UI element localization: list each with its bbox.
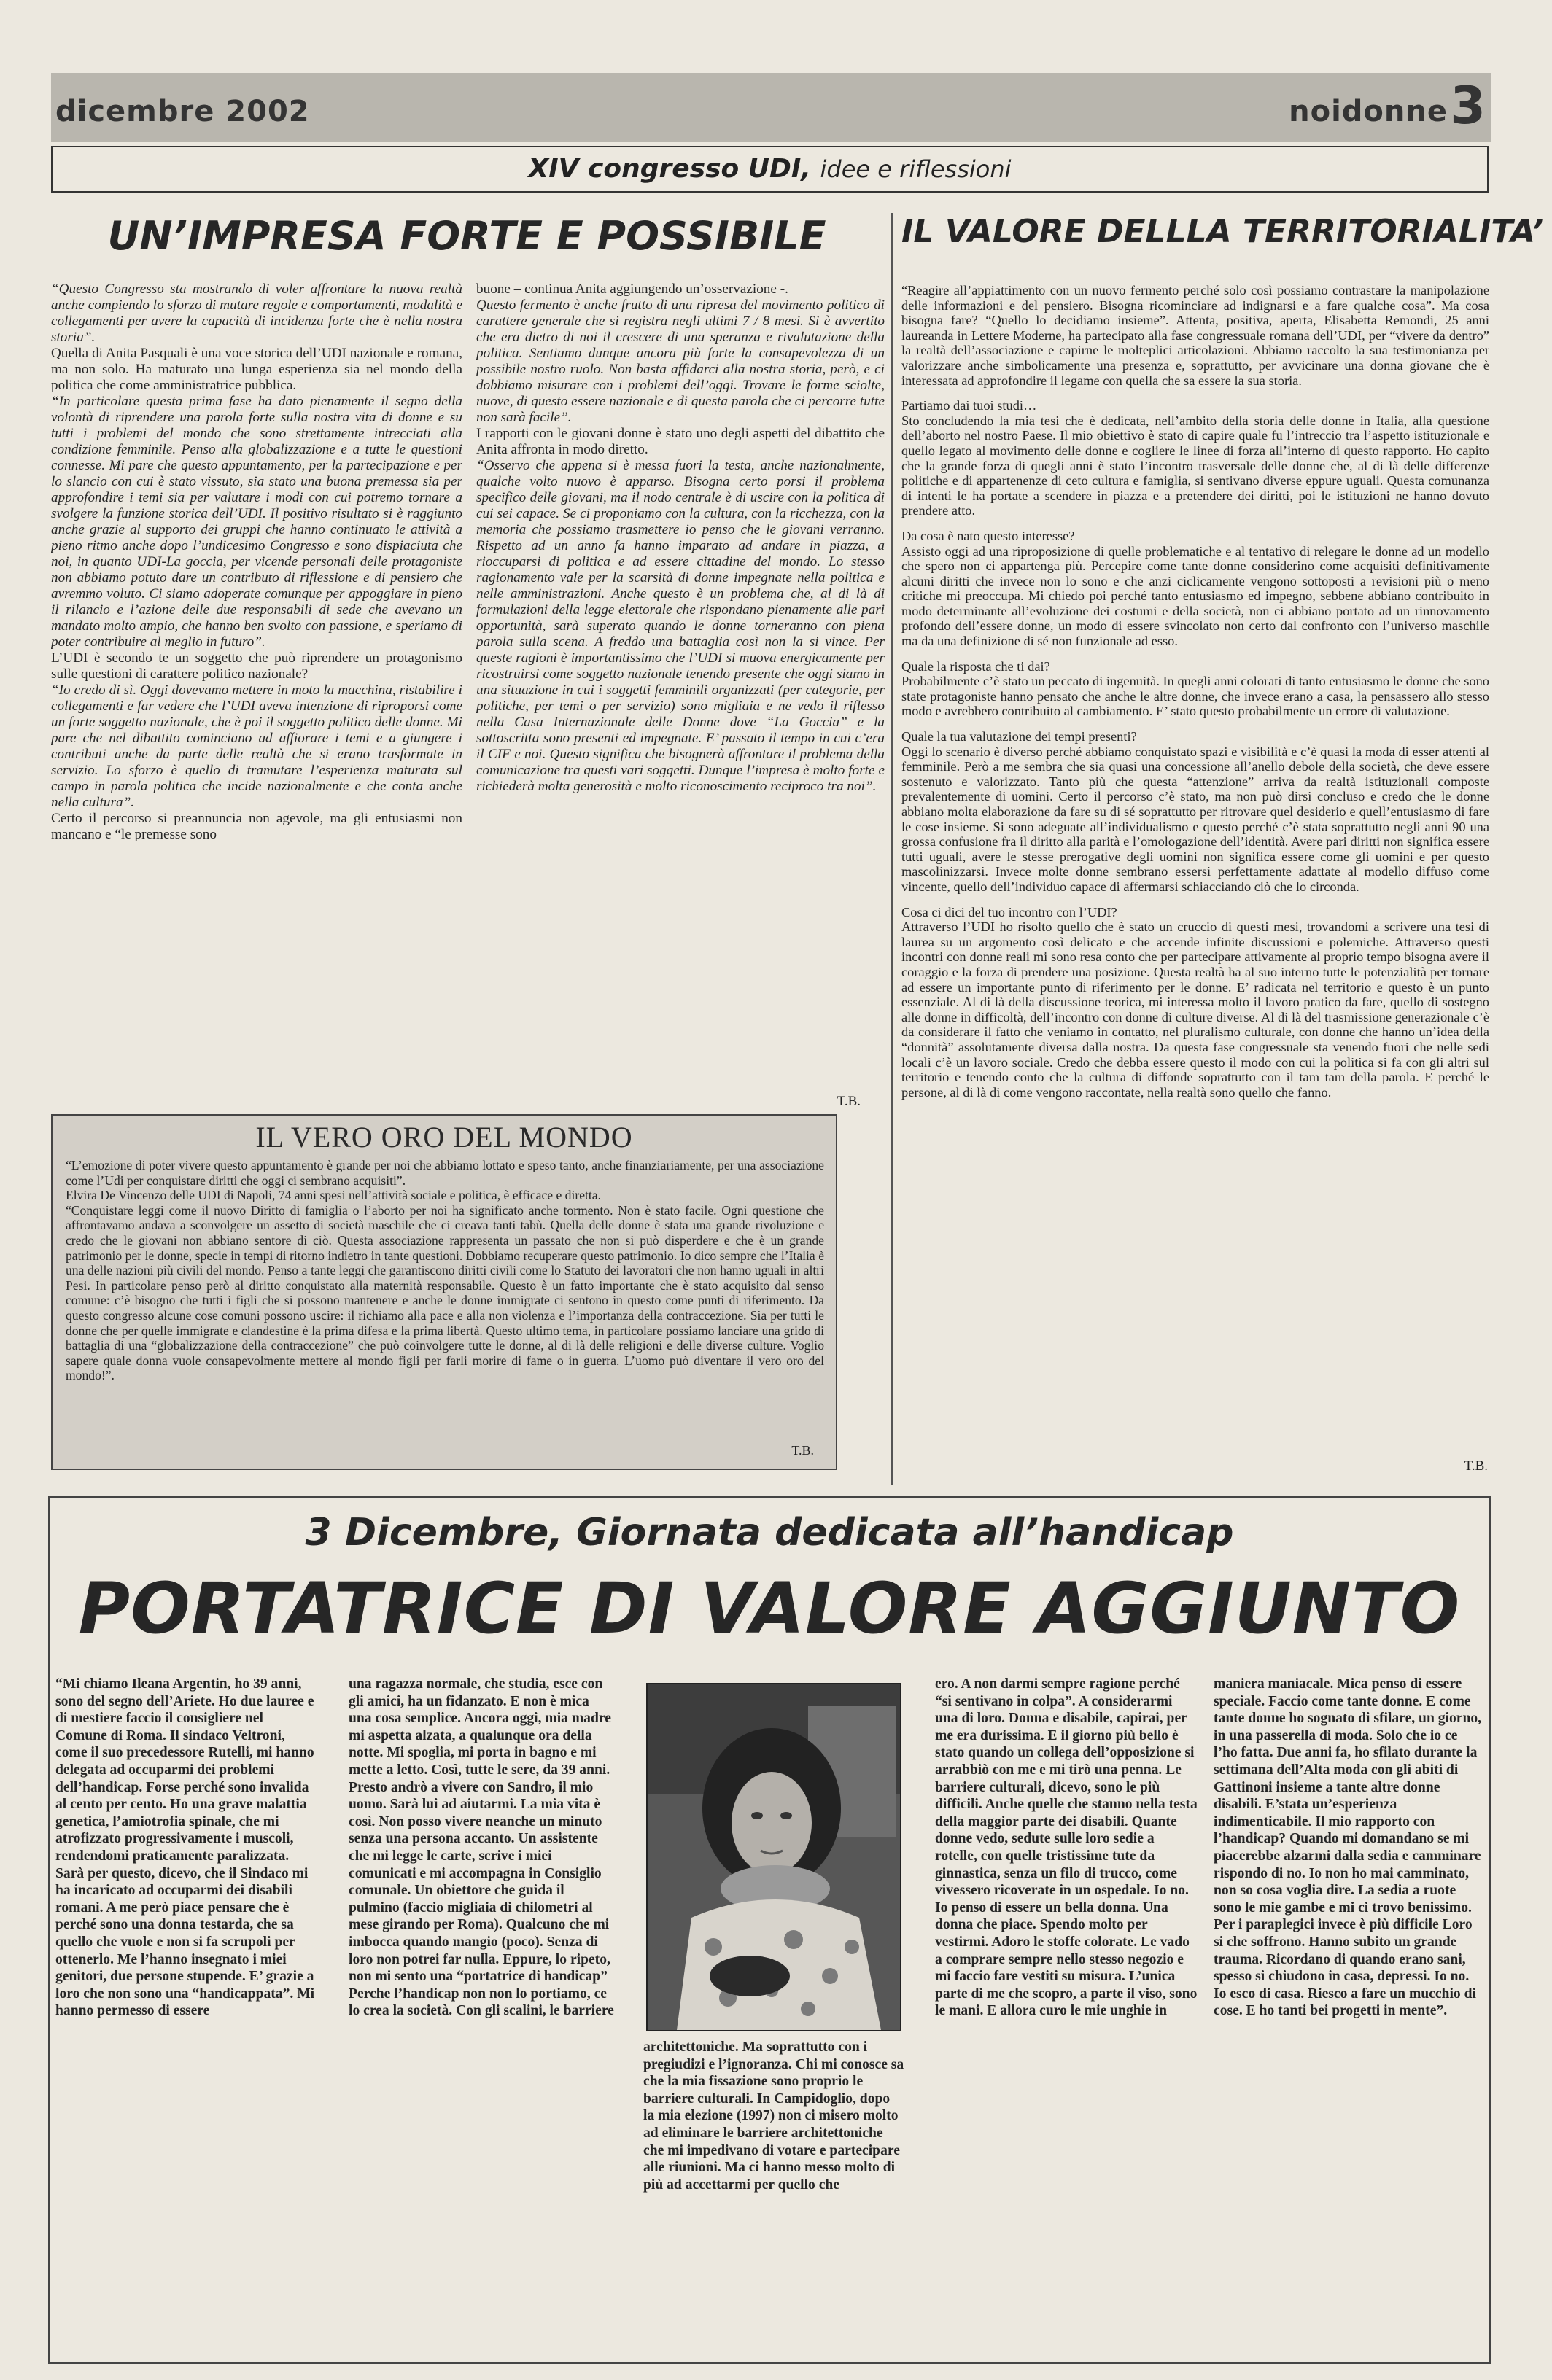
paragraph: Quella di Anita Pasquali è una voce storica dell’UDI nazionale e romana, ma non solo. Ha maturato una lunga esperienza sia nel mondo della politica che come amministratrice pubblica. [51, 346, 462, 393]
paragraph: L’UDI è secondo te un soggetto che può riprendere un protagonismo sulle questioni di carattere politico nazionale? [51, 650, 462, 682]
paragraph: “L’emozione di poter vivere questo appuntamento è grande per noi che abbiamo lottato e speso tanto, anche finanziariamente, per una associazione come l’Udi per conquistare diritti che oggi ci sembrano acquisiti”. [66, 1158, 824, 1188]
interview-answer: Probabilmente c’è stato un peccato di ingenuità. In quegli anni colorati di tanto entusiasmo le donne che sono state protagoniste hanno pensato che anche le altre donne, che invece erano a casa, la pensassero allo stesso modo e avrebbero contribuito al cambiamento. E’ stato questo probabilmente un errore di valutazione. [901, 674, 1489, 719]
article-impresa-column-1 [51, 281, 462, 1094]
section-header [51, 146, 1489, 192]
section-subtitle: idee e riflessioni [820, 155, 1012, 183]
article-headline-territorialita: IL VALORE DELLLA TERRITORIALITA’ [901, 213, 1544, 250]
article-impresa-column-2 [476, 281, 885, 1097]
article-territorialita-signature: T.B. [1464, 1458, 1488, 1474]
paragraph: “Conquistare leggi come il nuovo Diritto di famiglia o l’aborto per noi ha significato anche tormento. Non è stato facile. Ogni questione che affrontavamo andava a sconvolgere un assetto di società maschile che ci creava tanti tabù. Quella delle donne è stata una grande rivoluzione e credo che le giovani non abbiano sentore di ciò. Questa associazione rappresenta un passato che non si può disperdere e che è un grande patrimonio per le donne, specie in tempi di ritorno indietro in tante questioni. Dobbiamo recuperare questo patrimonio. Io dico sempre che l’Italia è una delle nazioni più civili del mondo. Penso a tante leggi che garantiscono diritti civili come lo Statuto dei lavoratori che non hanno uguali in altri Pesi. In particolare penso però al diritto conquistato alla maternità responsabile. Questo è un fatto importante che è stato acquisito dal senso comune: c’è bisogno che tutti i figli che si possono mantenere e anche le donne immigrate ci sentono in questo come punti di riferimento. Da questo congresso alcune cose comuni possono uscire: il richiamo alla pace e alla non violenza e l’importanza della contraccezione. Sia per tutti le donne che per quelle immigrate e clandestine è la prima difesa e la prima libertà. Questo ultimo tema, in particolare possiamo lanciare una grido di battaglia di una “globalizzazione della contraccezione” che può coinvolgere tutte le donne, al di là delle religioni e delle diverse culture. Voglio sapere quale donna vuole consapevolmente mettere al mondo figli per farli morire di fame o in guerra. L’uomo può diventare il vero oro del mondo!”. [66, 1202, 824, 1383]
paragraph: “Reagire all’appiattimento con un nuovo fermento perché solo così possiamo contrastare la manipolazione delle informazioni e del pensiero. Bisogna ricominciare ad indignarsi e a fare qualche cosa”. Ma cosa bisogna fare? “Quello lo decidiamo insieme”. Attenta, positiva, aperta, Elisabetta Remondi, 25 anni laureanda in Lettere Moderne, ha partecipato alla fase congressuale romana dell’UDI, per “vivere da dentro” la realtà dell’associazione e capirne le molteplici articolazioni. Abbiamo raccolto la sua testimonianza per valorizzare anche simbolicamente una presenza e, soprattutto, per avvicinare una donna giovane che è interessata ad approfondire il legame con quella che sa essere la sua storia. [901, 283, 1489, 388]
article-impresa-signature: T.B. [837, 1094, 861, 1109]
paragraph: “Osservo che appena si è messa fuori la testa, anche nazionalmente, qualche volto nuovo è apparso. Bisogna certo porsi il problema specifico delle giovani, ma il nodo centrale è di uscire con la politica di cui sei capace. Se ci proponiamo con la cultura, con la ricchezza, con la memoria che possiamo trasmettere io penso che le giovani verranno. Rispetto ad un anno fa hanno imparato ad andare in piazza, a rioccuparsi di politica e ad essere cittadine del mondo. Lo stesso ragionamento vale per la scarsità di donne impegnate nella politica e nelle amministrazioni. Anche questo è un problema che, al di là di formulazioni della legge elettorale che rispondano pienamente alle pari opportunità, sarà superato quando le donne torneranno con piena parola sulla scena. A freddo una battaglia così non la si vince. Per queste ragioni è importantissimo che l’UDI si muova energicamente per ricostruirsi come soggetto nazionale tenendo presente che oggi siamo in una situazione in cui i soggetti femminili organizzati (per categorie, per politiche, per temi o per servizio) sono migliaia e ne vedo il riflesso nella Casa Internazionale delle Donne dove “La Goccia” e la sottoscritta sono presenti ed impegnate. E’ passato il tempo in cui c’era il CIF e noi. Questo significa che bisognerà affrontare il problema della comunicazione tra questi vari soggetti. Dunque l’impresa è molto forte e richiederà molta generosità e molto riconoscimento reciproco tra noi”. [476, 458, 885, 794]
page-number: 3 [1450, 76, 1486, 136]
sidebar-text [66, 1158, 824, 1442]
sidebar-box-vero-oro [51, 1114, 837, 1470]
portrait-image [648, 1684, 900, 2030]
interview-answer: Attraverso l’UDI ho risolto quello che è stato un cruccio di questi mesi, trovandomi a scrivere una tesi di laurea su un argomento così delicato e che accende infinite discussioni e polemiche. Attraverso questi incontri con donne reali mi sono resa conto che per partecipare attivamente al proprio tempo bisogna avere il coraggio e la forza di prendere una posizione. Questa realtà ha al suo interno tutte le potenzialità per tornare ad essere un importante punto di riferimento per le donne. E’ radicata nel territorio e questo è un punto essenziale. Al di là della discussione teorica, mi interessa molto il lavoro pratico da fare, quello di sostegno alle donne in difficoltà, dell’incontro con donne di culture diverse. Al di là del trasmissione generazionale c’è da considerare il fatto che veniamo in contatto, nel pluralismo culturale, con donne che hanno un’idea della “donnità” assolutamente diversa dalla nostra. Da questa fase congressuale sta venendo fuori che nelle sedi locali c’è un lavoro sociale. Credo che debba essere questo il modo con cui la politica si fa con gli altri sul territorio e tenendo conto che la cultura di diffonde soprattutto con il tam tam della parola. E perché le persone, al di là di come vengono raccontate, nella realtà sono quello che fanno. [901, 919, 1489, 1100]
issue-date: dicembre 2002 [55, 95, 310, 128]
article-kicker: 3 Dicembre, Giornata dedicata all’handicap [305, 1511, 1234, 1555]
paragraph: Certo il percorso si preannuncia non agevole, ma gli entusiasmi non mancano e “le premesse sono [51, 811, 462, 842]
interview-question: Partiamo dai tuoi studi… [901, 398, 1037, 413]
article-headline-impresa: UN’IMPRESA FORTE E POSSIBILE [107, 213, 826, 259]
article-territorialita-text [901, 283, 1489, 1464]
section-title: XIV congresso UDI, [528, 154, 811, 184]
interview-question: Cosa ci dici del tuo incontro con l’UDI? [901, 904, 1117, 919]
article-portatrice-column-2: una ragazza normale, che studia, esce con gli amici, ha un fidanzato. E non è mica una cosa semplice. Ancora oggi, mia madre mi aspetta alzata, a qualunque ora della notte. Mi spoglia, mi porta in bagno e mi mette a letto. Così, tutte le sere, da 39 anni. Presto andrò a vivere con Sandro, il mio uomo. Sarà lui ad aiutarmi. La mia vita è così. Non posso vivere neanche un minuto senza una persona accanto. Un assistente che mi legge le carte, scrive i miei comunicati e mi accompagna in Consiglio comunale. Un obiettore che guida il pulmino (faccio migliaia di chilometri al mese girando per Roma). Qualcuno che mi imbocca quando mangio (poco). Senza di loro non potrei far nulla. Eppure, lo ripeto, non mi sento una “portatrice di handicap” Perche l’handicap non non lo portiamo, ce lo crea la società. Con gli scalini, le barriere [349, 1676, 614, 2019]
magazine-name: noidonne [1289, 95, 1448, 128]
article-portatrice-column-1: “Mi chiamo Ileana Argentin, ho 39 anni, sono del segno dell’Ariete. Ho due lauree e di mestiere faccio il consigliere nel Comune di Roma. Il sindaco Veltroni, come il suo precedessore Rutelli, mi hanno delegata ad occuparmi dei problemi dell’handicap. Forse perché sono invalida al cento per cento. Ho una grave malattia genetica, l’amiotrofia spinale, che mi atrofizzato progressivamente i muscoli, rendendomi praticamente paralizzata. Sarà per questo, dicevo, che il Sindaco mi ha incaricato ad occuparmi dei disabili romani. A me però piace pensare che è perché sono una donna testarda, che sa quello che vuole e non si fa scrupoli per ottenerlo. Me l’hanno insegnato i miei genitori, due persone stupende. E’ grazie a loro che non sono una “handicappata”. Mi hanno permesso di essere [55, 1676, 315, 2019]
masthead [51, 73, 1491, 142]
interview-answer: Sto concludendo la mia tesi che è dedicata, nell’ambito della storia delle donne in Italia, alla questione dell’aborto nel nostro Paese. Il mio obiettivo è stato di capire quale fu l’intreccio tra l’aspetto istituzionale e quello legato al movimento delle donne e cogliere le linee di forza all’interno di questo rapporto. Ho capito che la grande forza di quegli anni è stato l’incontro trasversale delle donne che, al di là delle differenze politiche e di appartenenze di ceto cultura e famiglia, si sentivano diverse eppure uguali. Questa comunanza di intenti le ha portate a scendere in piazza e a pretendere dei diritti, poi le istituzioni ne hanno dovuto prendere atto. [901, 413, 1489, 518]
paragraph: buone – continua Anita aggiungendo un’osservazione -. [476, 281, 788, 297]
paragraph: “Questo Congresso sta mostrando di voler affrontare la nuova realtà anche compiendo lo sforzo di mutare regole e comportamenti, modalità e collegamenti per avere la capacità di incidenza forte che è nella nostra storia”. [51, 281, 462, 345]
paragraph: “In particolare questa prima fase ha dato pienamente il segno della volontà di riprendere una parola forte sulla nostra vita di donne e su tutti i problemi del mondo che sono strettamente intrecciati alla condizione femminile. Penso alla globalizzazione e a tutte le questioni connesse. Mi pare che questo appuntamento, per la partecipazione e per lo slancio con cui è stato vissuto, sia stato una buona premessa sia per approfondire i temi sia per valutare i modi con cui potremo tornare a svolgere la funzione storica dell’UDI. Il positivo risultato si è raggiunto anche grazie al supporto dei gruppi che hanno continuato le attività a pieno ritmo anche dopo l’undicesimo Congresso e sono dispiaciuta che noi, in quanto UDI-La goccia, per vicende personali delle protagoniste non abbiamo potuto dare un contributo di riflessione e di pensiero che avremmo voluto. Ci siamo adoperate comunque per appoggiare in pieno il rilancio e l’azione delle due responsabili di sede che avevano un mandato molto ampio, che hanno ben svolto con passione, e speriamo di poter contribuire al meglio in futuro”. [51, 394, 462, 650]
paragraph: I rapporti con le giovani donne è stato uno degli aspetti del dibattito che Anita affronta in modo diretto. [476, 426, 885, 457]
sidebar-title: IL VERO ORO DEL MONDO [255, 1121, 633, 1154]
interview-question: Quale la tua valutazione dei tempi presenti? [901, 729, 1137, 744]
article-portatrice-column-3: architettoniche. Ma soprattutto con i pregiudizi e l’ignoranza. Chi mi conosce sa che la mia fissazione sono proprio le barriere culturali. In Campidoglio, dopo la mia elezione (1997) non ci misero molto ad eliminare le barriere architettoniche che mi impedivano di votare e partecipare alle riunioni. Ma ci hanno messo molto di più ad accettarmi per quello che [643, 2039, 904, 2193]
article-portatrice-column-5: maniera maniacale. Mica penso di essere speciale. Faccio come tante donne. E come tante donne ho sognato di sfilare, un giorno, in una passerella di moda. Solo che io ce l’ho fatta. Due anni fa, ho sfilato durante la settimana dell’Alta moda con gli abiti di Gattinoni insieme a tante altre donne disabili. E’stata un’esperienza indimenticabile. Il mio rapporto con l’handicap? Quando mi domandano se mi piacerebbe alzarmi dalla sedia e camminare rispondo di no. Io non ho mai camminato, non so cosa voglia dire. La sedia a ruote sono le mie gambe e mi ci trovo benissimo. Per i paraplegici invece è più difficile Loro si che soffrono. Hanno subito un grande trauma. Ricordano di quando erano sani, spesso si chiudono in casa, depressi. Io no. Io esco di casa. Riesco a fare un mucchio di cose. E ho tanti bei progetti in mente”. [1214, 1676, 1482, 2019]
portrait-photo [646, 1683, 901, 2031]
interview-answer: Assisto oggi ad una riproposizione di quelle problematiche e al tentativo di relegare le donne ad un modello che spero non ci appartenga più. Percepire come tante donne considerino come acquisiti definitivamente alcuni diritti che invece non lo sono e che anzi ciclicamente vengono sottoposti a revisioni più o meno critiche mi preoccupa. Mi chiedo poi perché tanto entusiasmo ed impegno, sebbene abbiano contribuito in modo determinante all’evoluzione dei costumi e della società, non ci abbiano portato ad un rinnovamento profondo dell’essere donne, un modo di essere svincolato non certo dal confronto con l’universo maschile ma da una definizione di sé non funzionale ad esso. [901, 543, 1489, 649]
sidebar-signature: T.B. [791, 1443, 814, 1458]
paragraph: “Io credo di sì. Oggi dovevamo mettere in moto la macchina, ristabilire i collegamenti e far vedere che l’UDI aveva intenzione di riproporsi come un forte soggetto nazionale, che è poi il soggetto politico delle donne. Mi pare che nel dibattito cominciano ad affiorare i temi e a giungere i contributi anche da parte delle realtà che si erano trasformate in servizio. Lo sforzo è quello di tramutare l’esperienza maturata sul campo in parola politica che incide nazionalmente e che conta anche nella cultura”. [51, 682, 462, 810]
column-divider [891, 213, 893, 1485]
interview-question: Quale la risposta che ti dai? [901, 658, 1050, 674]
paragraph: Questo fermento è anche frutto di una ripresa del movimento politico di carattere generale che si registra negli ultimi 7 / 8 mesi. Si è avvertito che era dietro di noi il crescere di una speranza e rivalutazione della politica. Sentiamo dunque ancora più forte la consapevolezza di un possibile nostro ruolo. Non basta affidarci alla nostra storia, però, e ci dobbiamo misurare con i problemi dell’oggi. Trovare le forme sciolte, nuove, di questo essere nazionale e di questa parola che ci percorre tutte non sarà facile”. [476, 298, 885, 425]
paragraph: Elvira De Vincenzo delle UDI di Napoli, 74 anni spesi nell’attività sociale e politica, è efficace e diretta. [66, 1188, 602, 1203]
article-headline-portatrice: PORTATRICE DI VALORE AGGIUNTO [78, 1568, 1461, 1649]
interview-answer: Oggi lo scenario è diverso perché abbiamo conquistato spazi e visibilità e c’è quasi la moda di esser attenti al femminile. Però a me sembra che sia quasi una concessione all’anello debole della società, che deve essere sostenuto e valorizzato. Tanto più che questa “attenzione” arriva da realtà istituzionali composte prevalentemente di uomini. Certo il percorso c’è stato, ma non può dirsi concluso e credo che le donne abbiano molta elaborazione da fare su di sé soprattutto per ritrovare quel desiderio e quell’entusiasmo di fare le cose insieme. Si sono adeguate all’individualismo e questo perché c’è stata soprattutto negli anni 90 una grossa confusione fra il diritto alla parità e l’omologazione dell’identità. Avere pari diritti non significa essere tutti uguali, avere le stesse prerogative degli uomini non significa essere come gli uomini e per questo mascolinizzarsi. Invece molte donne sembrano essersi perfettamente adattate al modello diffuso come vincente, quello dell’individuo capace di affermarsi schiacciando ciò che lo circonda. [901, 744, 1489, 894]
interview-question: Da cosa è nato questo interesse? [901, 528, 1075, 543]
article-portatrice-column-4: ero. A non darmi sempre ragione perché “si sentivano in colpa”. A considerarmi una di loro. Donna e disabile, capirai, per me era durissima. E il giorno più bello è stato quando un collega dell’opposizione si arrabbiò con me e mi tirò una penna. Le barriere culturali, dicevo, sono le più difficili. Anche quelle che stanno nella testa della maggior parte dei disabili. Quante donne vedo, sedute sulle loro sedie a rotelle, con quelle tristissime tute da ginnastica, senza un filo di trucco, come vivessero ricoverate in un ospedale. Io no. Io penso di essere un bella donna. Una donna che piace. Spendo molto per vestirmi. Adoro le stoffe colorate. Le vado a comprare sempre nello stesso negozio e mi faccio fare vestiti su misura. L’unica parte di me che scopro, a parte il viso, sono le mani. E allora curo le mie unghie in [935, 1676, 1198, 2019]
